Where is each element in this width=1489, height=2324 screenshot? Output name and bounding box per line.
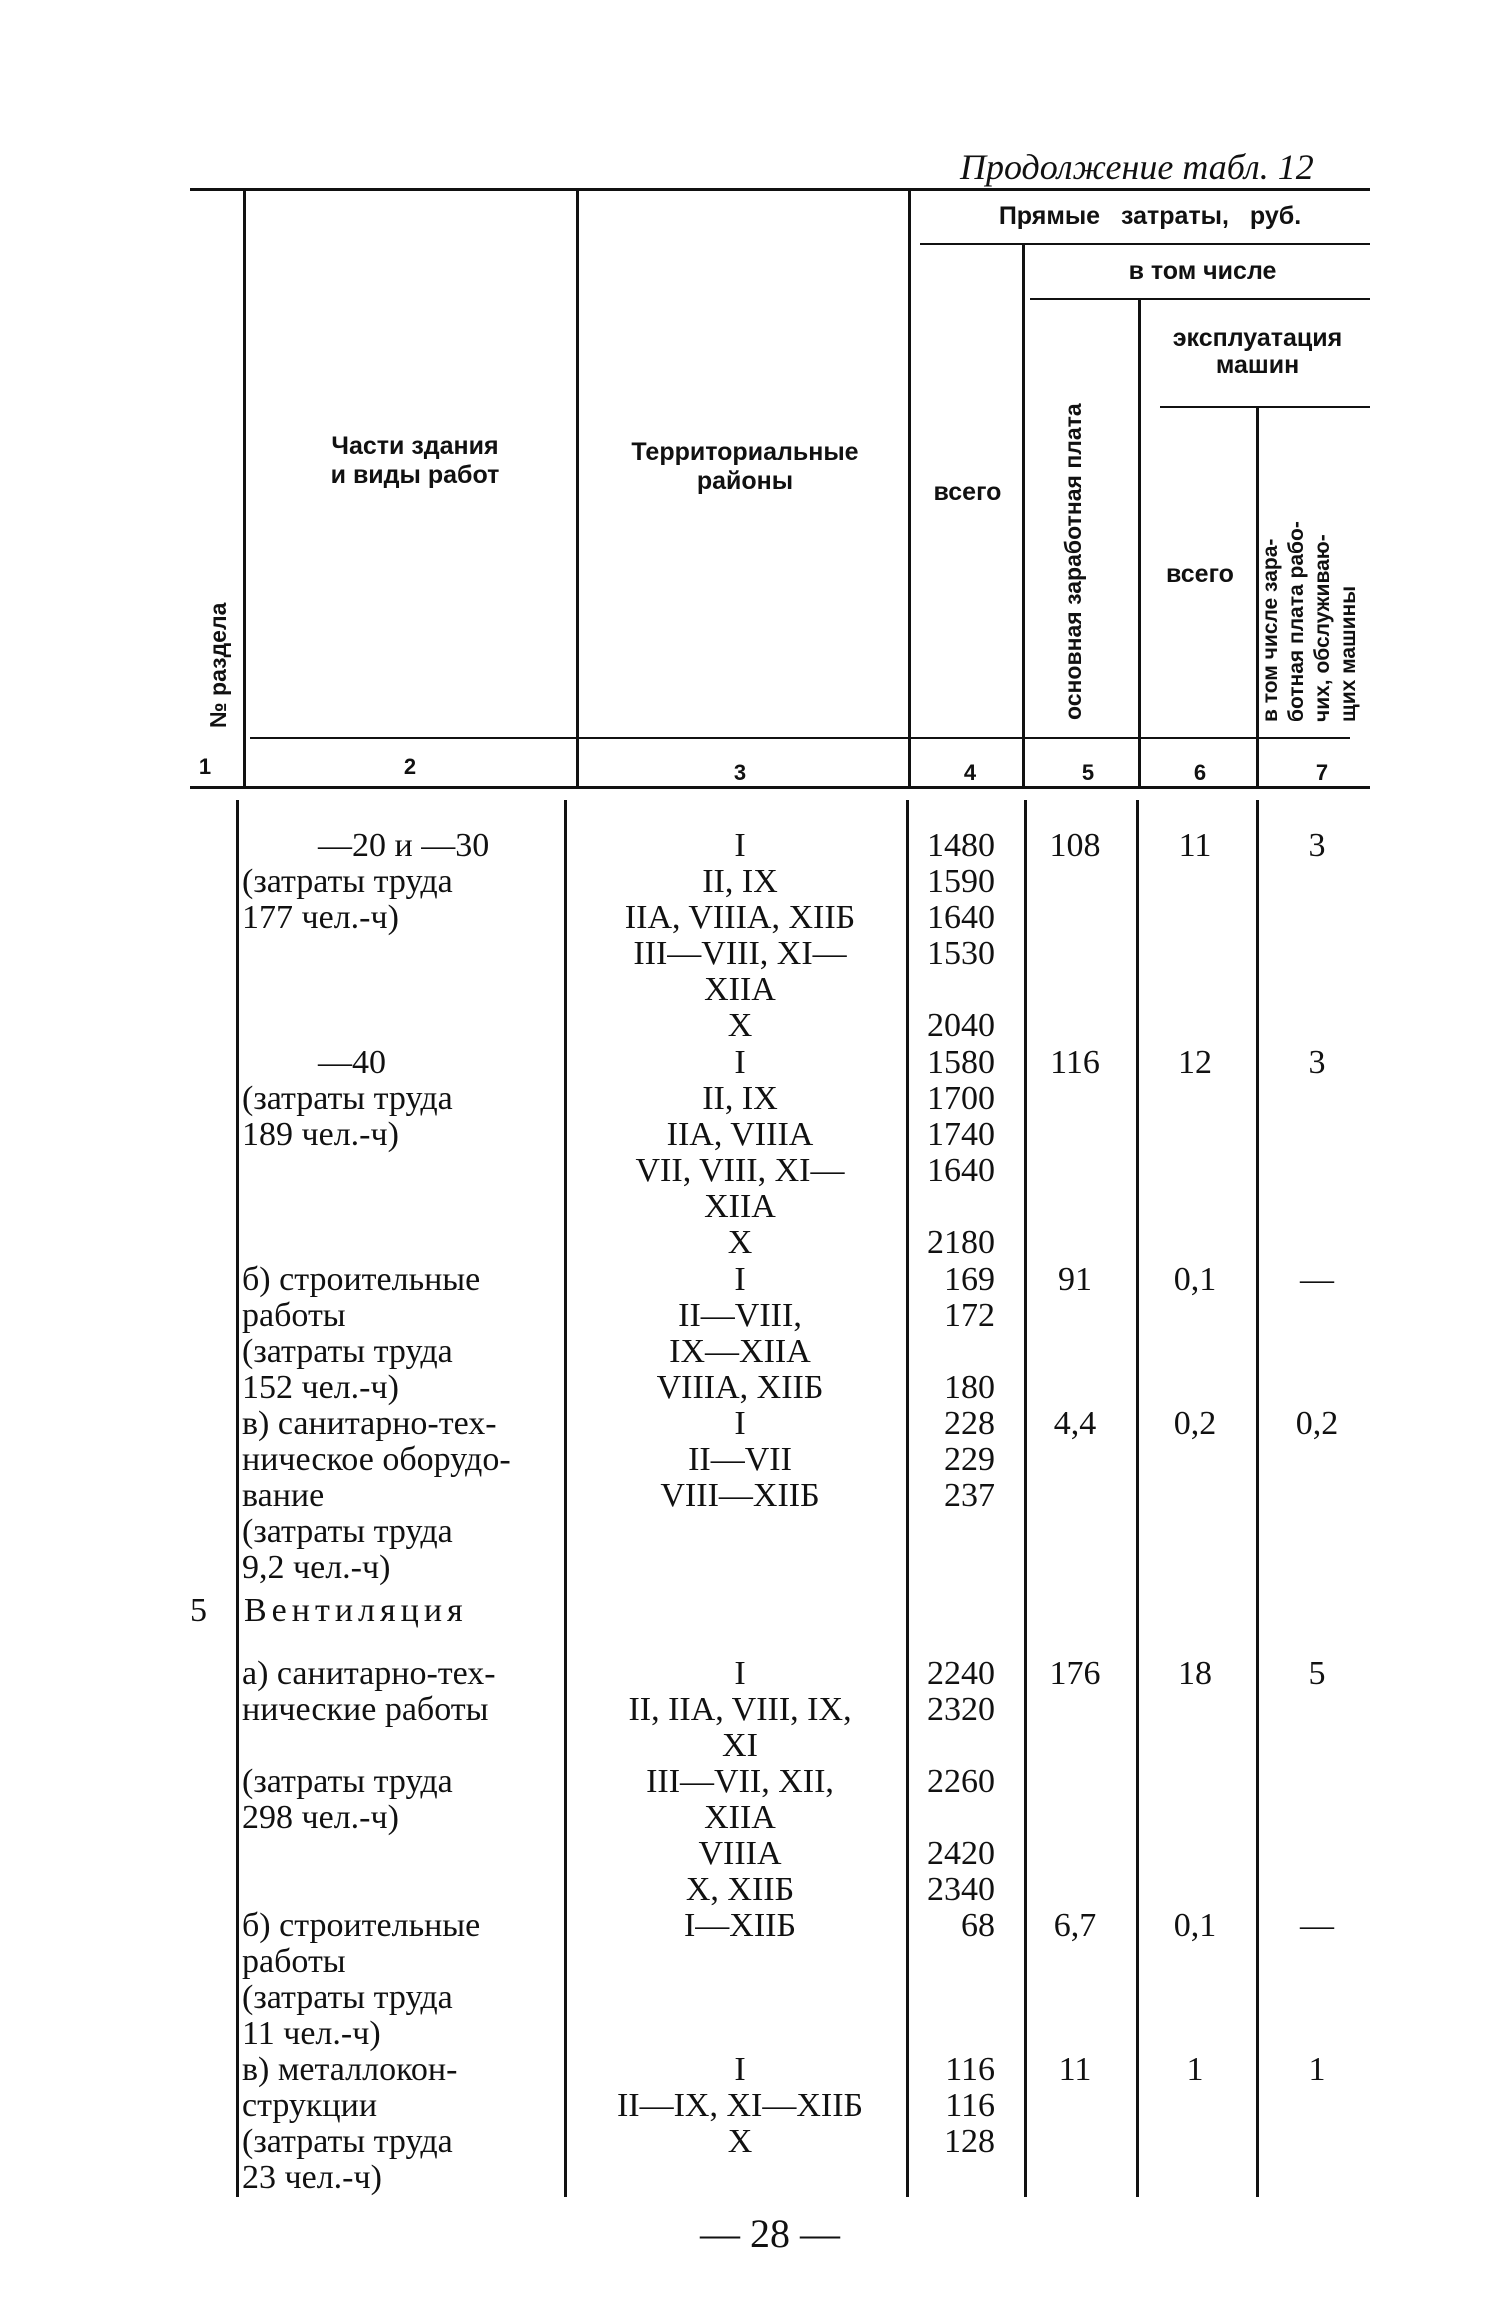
total-cell: 2340 (927, 1871, 995, 1908)
total-cell: 2320 (927, 1691, 995, 1728)
total-cell: 1740 (927, 1116, 995, 1153)
region-cell: X, XIIБ (685, 1871, 795, 1908)
row-name-line: 9,2 чел.-ч) (242, 1549, 391, 1586)
table-caption: Продолжение табл. 12 (960, 147, 1314, 187)
region-cell: II, IIA, VIII, IX, (628, 1691, 852, 1728)
total-cell: 116 (945, 2087, 995, 2124)
header-regions: Территориальные районы (631, 438, 859, 495)
row-name-line: вание (242, 1477, 325, 1514)
including-rule (1030, 298, 1370, 300)
row-name-line: (затраты труда (242, 1513, 453, 1550)
region-cell: VII, VIII, XI— (635, 1152, 845, 1189)
col-divider-5 (1138, 300, 1141, 786)
region-cell: I (734, 1261, 746, 1298)
section-title: Вентиляция (244, 1592, 468, 1629)
total-cell: 228 (944, 1405, 995, 1442)
total-cell: 116 (945, 2051, 995, 2088)
row-name-line: 152 чел.-ч) (242, 1369, 399, 1406)
machine-total-cell: 0,1 (1173, 1261, 1217, 1298)
region-cell: I (734, 1405, 746, 1442)
region-cell: I—XIIБ (683, 1907, 797, 1944)
col-number-2: 2 (403, 754, 417, 779)
col-number-6: 6 (1193, 760, 1207, 785)
row-name-line: работы (242, 1943, 346, 1980)
col-number-4: 4 (963, 760, 977, 785)
region-cell: XIIA (704, 1799, 776, 1836)
header-parts: Части здания и виды работ (330, 432, 500, 489)
row-name-line: ническое оборудо- (242, 1441, 511, 1478)
col-divider-3 (908, 190, 911, 786)
machine-total-cell: 11 (1178, 827, 1212, 864)
total-cell: 1640 (927, 1152, 995, 1189)
header-machine-total: всего (1166, 560, 1234, 588)
machine-total-cell: 0,2 (1173, 1405, 1217, 1442)
row-name-line: 11 чел.-ч) (242, 2015, 381, 2052)
region-cell: III—VII, XII, (646, 1763, 834, 1800)
region-cell: VIIIA, XIIБ (656, 1369, 824, 1406)
row-name-line: б) строительные (242, 1261, 481, 1298)
region-cell: IIA, VIIIA, XIIБ (624, 899, 856, 936)
base-wage-cell: 4,4 (1053, 1405, 1097, 1442)
total-cell: 237 (944, 1477, 995, 1514)
total-cell: 180 (944, 1369, 995, 1406)
machine-wage-cell: — (1300, 1261, 1334, 1298)
header-machine-wage (1258, 521, 1362, 722)
machine-total-cell: 0,1 (1173, 1907, 1217, 1944)
region-cell: VIIIA (698, 1835, 782, 1872)
total-cell: 2180 (927, 1224, 995, 1261)
base-wage-cell: 6,7 (1053, 1907, 1097, 1944)
base-wage-cell: 91 (1058, 1261, 1092, 1298)
total-cell: 1480 (927, 827, 995, 864)
row-name-line: 298 чел.-ч) (242, 1799, 399, 1836)
region-cell: VIII—XIIБ (660, 1477, 820, 1514)
row-name-line: 177 чел.-ч) (242, 899, 399, 936)
region-cell: I (734, 2051, 746, 2088)
row-name-line: нические работы (242, 1691, 489, 1728)
machine-wage-cell: 3 (1308, 827, 1326, 864)
header-bottom-rule (250, 737, 1350, 739)
body-divider-2 (564, 800, 567, 2197)
row-name-line: (затраты труда (242, 1333, 453, 1370)
machines-rule (1160, 406, 1370, 408)
row-name-line: 23 чел.-ч) (242, 2159, 382, 2196)
machine-wage-cell: 5 (1308, 1655, 1326, 1692)
direct-costs-rule (920, 243, 1370, 245)
header-machine-wage-line-2: ботная плата рабо- (1285, 521, 1308, 722)
header-direct-costs: Прямые затраты, руб. (998, 202, 1302, 230)
total-cell: 229 (944, 1441, 995, 1478)
total-cell: 1580 (927, 1044, 995, 1081)
region-cell: II—IX, XI—XIIБ (616, 2087, 864, 2124)
region-cell: I (734, 1655, 746, 1692)
region-cell: XIIA (704, 971, 776, 1008)
region-cell: II, IX (702, 863, 778, 900)
col-number-1: 1 (198, 754, 212, 779)
machine-total-cell: 1 (1186, 2051, 1204, 2088)
total-cell: 68 (961, 1907, 995, 1944)
region-cell: II—VII (688, 1441, 792, 1478)
body-divider-1 (236, 800, 239, 2197)
header-machine-wage-line-3: чих, обслуживаю- (1311, 534, 1334, 722)
body-divider-4 (1024, 800, 1027, 2197)
region-cell: X (727, 1224, 753, 1261)
row-name-line: в) санитарно-тех- (242, 1405, 497, 1442)
header-base-wage: основная заработная плата (1060, 403, 1086, 720)
total-cell: 172 (944, 1297, 995, 1334)
header-machine-wage-line-1: в том числе зара- (1259, 538, 1282, 722)
page-number: — 28 — (700, 2211, 840, 2256)
total-cell: 169 (944, 1261, 995, 1298)
numbers-rule (190, 786, 1370, 789)
row-name-line: работы (242, 1297, 346, 1334)
row-name-line: (затраты труда (242, 863, 453, 900)
total-cell: 1590 (927, 863, 995, 900)
region-cell: XIIA (704, 1188, 776, 1225)
row-name-line: струкции (242, 2087, 378, 2124)
row-name-line: (затраты труда (242, 2123, 453, 2160)
total-cell: 2240 (927, 1655, 995, 1692)
total-cell: 2260 (927, 1763, 995, 1800)
col-divider-4 (1022, 245, 1025, 786)
row-name-line: б) строительные (242, 1907, 481, 1944)
machine-wage-cell: 0,2 (1295, 1405, 1339, 1442)
region-cell: X (727, 2123, 753, 2160)
machine-wage-cell: 1 (1308, 2051, 1326, 2088)
row-name-line: (затраты труда (242, 1979, 453, 2016)
base-wage-cell: 116 (1050, 1044, 1100, 1081)
row-name-line: —40 (318, 1044, 386, 1081)
region-cell: III—VIII, XI— (633, 935, 847, 972)
header-machine-wage-line-4: щих машины (1337, 585, 1360, 722)
base-wage-cell: 11 (1058, 2051, 1092, 2088)
header-machine-operation: эксплуатация машин (1172, 324, 1343, 379)
total-cell: 1640 (927, 899, 995, 936)
header-including: в том числе (1128, 257, 1277, 285)
total-cell: 1700 (927, 1080, 995, 1117)
region-cell: I (734, 1044, 746, 1081)
col-divider-1 (243, 190, 246, 786)
region-cell: X (727, 1007, 753, 1044)
total-cell: 128 (944, 2123, 995, 2160)
row-name-line: 189 чел.-ч) (242, 1116, 399, 1153)
body-divider-5 (1136, 800, 1139, 2197)
region-cell: IIA, VIIIA (666, 1116, 814, 1153)
row-name-line: в) металлокон- (242, 2051, 458, 2088)
row-name-line: (затраты труда (242, 1080, 453, 1117)
header-total: всего (933, 478, 1002, 506)
col-number-3: 3 (733, 760, 747, 785)
total-cell: 2040 (927, 1007, 995, 1044)
base-wage-cell: 176 (1049, 1655, 1101, 1692)
col-number-5: 5 (1081, 760, 1095, 785)
base-wage-cell: 108 (1049, 827, 1101, 864)
top-rule (190, 188, 1370, 191)
region-cell: XI (722, 1727, 758, 1764)
region-cell: II, IX (702, 1080, 778, 1117)
region-cell: II—VIII, (678, 1297, 802, 1334)
region-cell: IX—XIIA (669, 1333, 811, 1370)
row-name-line: —20 и —30 (318, 827, 490, 864)
machine-wage-cell: 3 (1308, 1044, 1326, 1081)
section-number: 5 (190, 1592, 207, 1629)
total-cell: 1530 (927, 935, 995, 972)
header-section-no: № раздела (205, 602, 231, 728)
col-number-7: 7 (1315, 760, 1329, 785)
machine-wage-cell: — (1300, 1907, 1334, 1944)
col-divider-2 (576, 190, 579, 786)
row-name-line: (затраты труда (242, 1763, 453, 1800)
total-cell: 2420 (927, 1835, 995, 1872)
machine-total-cell: 18 (1178, 1655, 1212, 1692)
machine-total-cell: 12 (1178, 1044, 1212, 1081)
body-divider-6 (1256, 800, 1259, 2197)
row-name-line: а) санитарно-тех- (242, 1655, 496, 1692)
region-cell: I (734, 827, 746, 864)
